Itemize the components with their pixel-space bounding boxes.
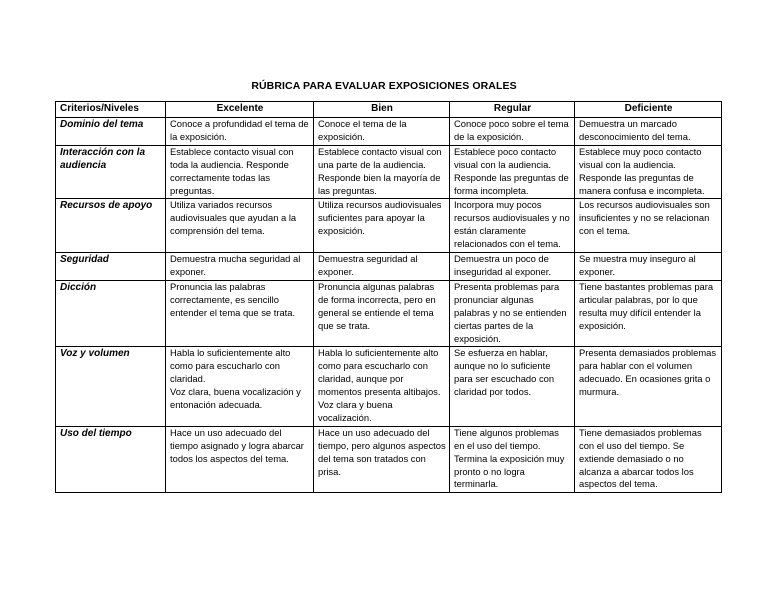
bien-cell: Demuestra seguridad al exponer. <box>314 253 450 281</box>
header-excelente: Excelente <box>166 102 314 118</box>
criterion-cell: Uso del tiempo <box>56 426 166 493</box>
deficiente-cell: Demuestra un marcado desconocimiento del tema. <box>575 118 722 146</box>
regular-cell: Tiene algunos problemas en el uso del tiempo. Termina la exposición muy pronto o no logra terminarla. <box>450 426 575 493</box>
regular-cell: Establece poco contacto visual con la audiencia. Responde las preguntas de forma incompleta. <box>450 145 575 199</box>
criterion-cell: Dominio del tema <box>56 118 166 146</box>
header-bien: Bien <box>314 102 450 118</box>
excelente-cell: Habla lo suficientemente alto como para escucharlo con claridad. Voz clara, buena vocalización y entonación adecuada. <box>166 347 314 426</box>
table-row <box>56 426 722 493</box>
bien-cell: Utiliza recursos audiovisuales suficientes para apoyar la exposición. <box>314 199 450 253</box>
criterion-cell: Dicción <box>56 280 166 347</box>
bien-cell: Establece contacto visual con una parte de la audiencia. Responde bien la mayoría de las preguntas. <box>314 145 450 199</box>
regular-cell: Demuestra un poco de inseguridad al exponer. <box>450 253 575 281</box>
header-row <box>56 102 722 118</box>
excelente-cell: Pronuncia las palabras correctamente, es sencillo entender el tema que se trata. <box>166 280 314 347</box>
table-row <box>56 118 722 146</box>
table-row <box>56 347 722 426</box>
deficiente-cell: Tiene bastantes problemas para articular palabras, por lo que resulta muy difícil entender la exposición. <box>575 280 722 347</box>
criterion-cell: Interacción con la audiencia <box>56 145 166 199</box>
excelente-cell: Establece contacto visual con toda la audiencia. Responde correctamente todas las preguntas. <box>166 145 314 199</box>
bien-cell: Hace un uso adecuado del tiempo, pero algunos aspectos del tema son tratados con prisa. <box>314 426 450 493</box>
criterion-cell: Voz y volumen <box>56 347 166 426</box>
table-row <box>56 280 722 347</box>
bien-cell: Habla lo suficientemente alto como para escucharlo con claridad, aunque por momentos presenta altibajos. Voz clara y buena vocalización. <box>314 347 450 426</box>
bien-cell: Conoce el tema de la exposición. <box>314 118 450 146</box>
rubric-table <box>55 101 722 493</box>
excelente-cell: Conoce a profundidad el tema de la exposición. <box>166 118 314 146</box>
header-deficiente: Deficiente <box>575 102 722 118</box>
excelente-cell: Demuestra mucha seguridad al exponer. <box>166 253 314 281</box>
excelente-cell: Utiliza variados recursos audiovisuales que ayudan a la comprensión del tema. <box>166 199 314 253</box>
deficiente-cell: Tiene demasiados problemas con el uso del tiempo. Se extiende demasiado o no alcanza a abarcar todos los aspectos del tema. <box>575 426 722 493</box>
header-regular: Regular <box>450 102 575 118</box>
bien-cell: Pronuncia algunas palabras de forma incorrecta, pero en general se entiende el tema que se trata. <box>314 280 450 347</box>
deficiente-cell: Los recursos audiovisuales son insuficientes y no se relacionan con el tema. <box>575 199 722 253</box>
criterion-cell: Recursos de apoyo <box>56 199 166 253</box>
criterion-cell: Seguridad <box>56 253 166 281</box>
deficiente-cell: Se muestra muy inseguro al exponer. <box>575 253 722 281</box>
document-title: RÚBRICA PARA EVALUAR EXPOSICIONES ORALES <box>251 80 517 92</box>
deficiente-cell: Establece muy poco contacto visual con la audiencia. Responde las preguntas de manera confusa e incompleta. <box>575 145 722 199</box>
regular-cell: Conoce poco sobre el tema de la exposición. <box>450 118 575 146</box>
regular-cell: Se esfuerza en hablar, aunque no lo suficiente para ser escuchado con claridad por todos. <box>450 347 575 426</box>
regular-cell: Presenta problemas para pronunciar algunas palabras y no se entienden ciertas partes de la exposición. <box>450 280 575 347</box>
table-row <box>56 199 722 253</box>
deficiente-cell: Presenta demasiados problemas para hablar con el volumen adecuado. En ocasiones grita o murmura. <box>575 347 722 426</box>
excelente-cell: Hace un uso adecuado del tiempo asignado y logra abarcar todos los aspectos del tema. <box>166 426 314 493</box>
table-row <box>56 145 722 199</box>
header-criterios: Criterios/Niveles <box>56 102 166 118</box>
regular-cell: Incorpora muy pocos recursos audiovisuales y no están claramente relacionados con el tema. <box>450 199 575 253</box>
table-row <box>56 253 722 281</box>
